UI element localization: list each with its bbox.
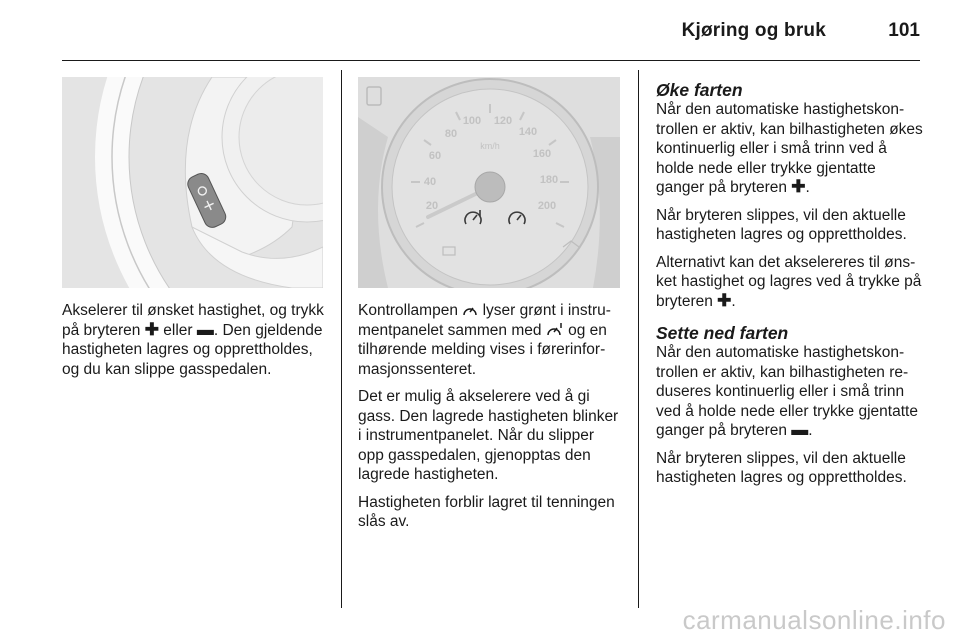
speedo-unit: km/h (480, 141, 500, 151)
column-1-text (62, 301, 327, 387)
page-header-title: Kjøring og bruk (681, 20, 826, 41)
column-3-text (656, 80, 924, 496)
column-2-text (358, 301, 624, 540)
text-run: og en tilhørende melding vises i førerinformasjonssenteret. (358, 321, 607, 378)
steering-wheel-cruise-control-illustration (62, 77, 323, 288)
paragraph (358, 301, 624, 379)
minus-icon: ▬ (196, 319, 214, 339)
paragraph (656, 343, 924, 441)
instrument-cluster-figure (358, 77, 620, 288)
speedo-tick-label: 60 (428, 150, 442, 162)
text-run: . Den gjeldende hastigheten lagres og opprettholdes, og du kan slippe gasspedalen. (62, 321, 323, 378)
text-run: Kontrollampen (358, 302, 463, 319)
footer-watermark[interactable]: carmanualsonline.info (682, 605, 946, 635)
paragraph: Det er mulig å akselerere ved å gi gass. Den lagrede hastigheten blinker i instrumentpanelet. Når du slipper opp gasspedalen, gjenopptas den lagrede hastigheten. (358, 388, 619, 483)
text-run: Alternativt kan det akselereres til ønsket hastighet og lagres ved å trykke på bryteren (656, 253, 922, 310)
minus-icon: ▬ (791, 420, 809, 439)
text-run: . (731, 292, 736, 310)
speedo-tick-label: 120 (493, 115, 513, 127)
speedo-tick-label: 180 (539, 174, 559, 186)
speed-limiter-indicator-icon (546, 322, 564, 337)
page-number: 101 (888, 20, 920, 41)
plus-icon: ✚ (717, 290, 732, 310)
speedo-tick-label: 20 (425, 200, 439, 212)
column-divider-1 (341, 70, 342, 608)
text-run: lyser grønt i instrumentpanelet sammen med (358, 302, 611, 339)
text-run: . (805, 179, 810, 196)
column-divider-2 (638, 70, 639, 608)
speedo-tick-label: 40 (423, 176, 437, 188)
section-heading: Øke farten (656, 80, 743, 100)
speedo-tick-label: 100 (462, 115, 482, 127)
text-run: eller (158, 321, 197, 339)
paragraph: Når bryteren slippes, vil den aktuelle hastigheten lagres og opprettholdes. (656, 206, 907, 243)
section-heading: Sette ned farten (656, 323, 789, 343)
paragraph (656, 253, 924, 312)
text-run: Akselerer til ønsket hastighet, og trykk på bryteren (62, 302, 324, 339)
header-rule (62, 60, 920, 61)
speedo-tick-label: 200 (537, 200, 557, 212)
plus-icon: ✚ (791, 177, 806, 196)
plus-icon: ✚ (144, 319, 159, 339)
paragraph (62, 301, 327, 379)
paragraph: Når bryteren slippes, vil den aktuelle hastigheten lagres og opprettholdes. (656, 449, 907, 486)
instrument-cluster-speedometer-illustration (358, 77, 620, 288)
text-run: Når den automatiske hastighetskontrollen er aktiv, kan bilhastigheten reduseres kontinuerlig eller i små trinn ved å holde nede eller trykke gjentatte ganger på bryteren (656, 344, 918, 439)
steering-wheel-figure (62, 77, 323, 288)
cruise-control-indicator-icon (462, 303, 478, 317)
paragraph (656, 100, 924, 198)
text-run: Når den automatiske hastighetskontrollen er aktiv, kan bilhastigheten økes kontinuerlig eller i små trinn ved å holde nede eller trykke gjentatte ganger på bryteren (656, 101, 923, 196)
text-run: . (808, 422, 813, 439)
speedo-tick-label: 80 (444, 128, 458, 140)
paragraph: Hastigheten forblir lagret til tenningen slås av. (358, 493, 615, 530)
speedo-tick-label: 160 (532, 148, 552, 160)
speedo-tick-label: 140 (518, 126, 538, 138)
